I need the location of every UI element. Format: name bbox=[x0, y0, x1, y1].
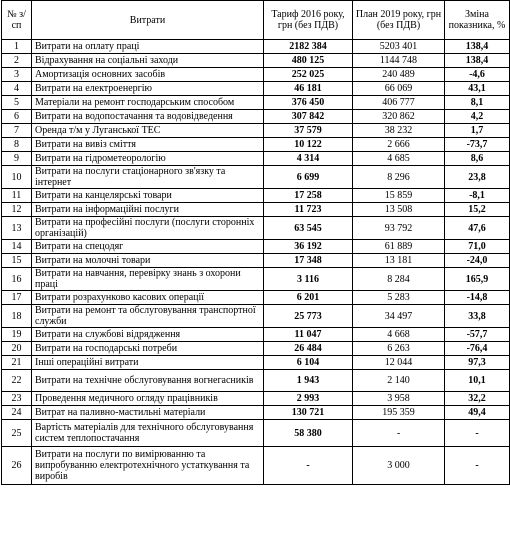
cell-plan: 34 497 bbox=[353, 305, 445, 328]
cell-tariff: 46 181 bbox=[264, 82, 353, 96]
cell-name: Витрати на інформаційні послуги bbox=[32, 203, 264, 217]
cell-num: 9 bbox=[2, 152, 32, 166]
cell-plan: 5 283 bbox=[353, 291, 445, 305]
cell-change: 15,2 bbox=[445, 203, 510, 217]
cell-plan: 93 792 bbox=[353, 217, 445, 240]
cell-name: Витрати на господарські потреби bbox=[32, 342, 264, 356]
cell-name: Витрати на спецодяг bbox=[32, 240, 264, 254]
cell-plan: 3 958 bbox=[353, 392, 445, 406]
cell-name: Вартість матеріалів для технічного обслуговування систем теплопостачання bbox=[32, 420, 264, 447]
cell-tariff: 376 450 bbox=[264, 96, 353, 110]
cell-num: 11 bbox=[2, 189, 32, 203]
cell-plan: 320 862 bbox=[353, 110, 445, 124]
cell-change: 49,4 bbox=[445, 406, 510, 420]
cell-plan: 8 296 bbox=[353, 166, 445, 189]
table-row bbox=[2, 342, 510, 356]
cell-tariff: 63 545 bbox=[264, 217, 353, 240]
cell-num: 26 bbox=[2, 447, 32, 485]
cell-tariff: 37 579 bbox=[264, 124, 353, 138]
cell-change: 138,4 bbox=[445, 40, 510, 54]
cell-change: -4,6 bbox=[445, 68, 510, 82]
cell-name: Витрати на гідрометеорологію bbox=[32, 152, 264, 166]
table-body bbox=[2, 40, 510, 485]
cell-plan: 8 284 bbox=[353, 268, 445, 291]
cell-num: 5 bbox=[2, 96, 32, 110]
cell-tariff: 307 842 bbox=[264, 110, 353, 124]
cell-tariff: 6 104 bbox=[264, 356, 353, 370]
table-row bbox=[2, 420, 510, 447]
cell-change: -76,4 bbox=[445, 342, 510, 356]
table-row bbox=[2, 203, 510, 217]
cell-name: Інші операційні витрати bbox=[32, 356, 264, 370]
cell-change: -57,7 bbox=[445, 328, 510, 342]
cell-plan: - bbox=[353, 420, 445, 447]
cell-name: Амортизація основних засобів bbox=[32, 68, 264, 82]
cell-change: 23,8 bbox=[445, 166, 510, 189]
cell-num: 1 bbox=[2, 40, 32, 54]
cell-tariff: 3 116 bbox=[264, 268, 353, 291]
cell-change: 47,6 bbox=[445, 217, 510, 240]
cell-num: 17 bbox=[2, 291, 32, 305]
header-row bbox=[2, 1, 510, 40]
cell-change: 4,2 bbox=[445, 110, 510, 124]
header-tariff: Тариф 2016 року, грн (без ПДВ) bbox=[264, 1, 353, 40]
cell-num: 21 bbox=[2, 356, 32, 370]
cell-name: Витрати на молочні товари bbox=[32, 254, 264, 268]
cell-tariff: 130 721 bbox=[264, 406, 353, 420]
cell-tariff: 252 025 bbox=[264, 68, 353, 82]
cell-change: -73,7 bbox=[445, 138, 510, 152]
cell-num: 16 bbox=[2, 268, 32, 291]
cell-name: Витрати на навчання, перевірку знань з охорони праці bbox=[32, 268, 264, 291]
cell-num: 15 bbox=[2, 254, 32, 268]
cell-plan: 2 140 bbox=[353, 370, 445, 392]
cell-name: Відрахування на соціальні заходи bbox=[32, 54, 264, 68]
cell-name: Оренда т/м у Луганської ТЕС bbox=[32, 124, 264, 138]
table-row bbox=[2, 68, 510, 82]
cell-plan: 4 685 bbox=[353, 152, 445, 166]
cell-change: 97,3 bbox=[445, 356, 510, 370]
cell-change: -8,1 bbox=[445, 189, 510, 203]
cell-tariff: 1 943 bbox=[264, 370, 353, 392]
cell-plan: 195 359 bbox=[353, 406, 445, 420]
table-row bbox=[2, 254, 510, 268]
cell-tariff: 6 699 bbox=[264, 166, 353, 189]
cell-tariff: 2 993 bbox=[264, 392, 353, 406]
cell-tariff: 6 201 bbox=[264, 291, 353, 305]
cell-name: Витрати на послуги стаціонарного зв'язку та інтернет bbox=[32, 166, 264, 189]
cell-tariff: 36 192 bbox=[264, 240, 353, 254]
table-row bbox=[2, 370, 510, 392]
cell-change: 1,7 bbox=[445, 124, 510, 138]
cell-name: Витрати на вивіз сміття bbox=[32, 138, 264, 152]
cell-plan: 13 181 bbox=[353, 254, 445, 268]
cell-name: Витрат на паливно-мастильні матеріали bbox=[32, 406, 264, 420]
table-row bbox=[2, 40, 510, 54]
table-row bbox=[2, 240, 510, 254]
table-row bbox=[2, 152, 510, 166]
table-row bbox=[2, 96, 510, 110]
cell-plan: 5203 401 bbox=[353, 40, 445, 54]
cell-plan: 3 000 bbox=[353, 447, 445, 485]
cell-plan: 406 777 bbox=[353, 96, 445, 110]
cell-name: Проведення медичного огляду працівників bbox=[32, 392, 264, 406]
cell-name: Витрати на професійні послуги (послуги сторонніх організацій) bbox=[32, 217, 264, 240]
table-row bbox=[2, 124, 510, 138]
cell-num: 3 bbox=[2, 68, 32, 82]
cell-change: 8,6 bbox=[445, 152, 510, 166]
cell-tariff: 4 314 bbox=[264, 152, 353, 166]
cell-num: 6 bbox=[2, 110, 32, 124]
cell-tariff: 58 380 bbox=[264, 420, 353, 447]
cell-num: 24 bbox=[2, 406, 32, 420]
table-row bbox=[2, 217, 510, 240]
cell-num: 2 bbox=[2, 54, 32, 68]
cell-tariff: 17 348 bbox=[264, 254, 353, 268]
table-row bbox=[2, 291, 510, 305]
cell-change: -14,8 bbox=[445, 291, 510, 305]
cell-num: 19 bbox=[2, 328, 32, 342]
cell-change: 33,8 bbox=[445, 305, 510, 328]
cell-plan: 15 859 bbox=[353, 189, 445, 203]
cell-plan: 12 044 bbox=[353, 356, 445, 370]
cell-num: 4 bbox=[2, 82, 32, 96]
cell-tariff: 25 773 bbox=[264, 305, 353, 328]
cell-num: 22 bbox=[2, 370, 32, 392]
cell-tariff: 11 047 bbox=[264, 328, 353, 342]
cell-tariff: - bbox=[264, 447, 353, 485]
cell-name: Витрати на електроенергію bbox=[32, 82, 264, 96]
table-row bbox=[2, 406, 510, 420]
table-row bbox=[2, 54, 510, 68]
cell-tariff: 11 723 bbox=[264, 203, 353, 217]
table-row bbox=[2, 166, 510, 189]
cell-num: 20 bbox=[2, 342, 32, 356]
cell-name: Витрати на оплату праці bbox=[32, 40, 264, 54]
cell-plan: 6 263 bbox=[353, 342, 445, 356]
table-row bbox=[2, 138, 510, 152]
cell-name: Витрати на ремонт та обслуговування транспортної служби bbox=[32, 305, 264, 328]
table-row bbox=[2, 305, 510, 328]
header-plan: План 2019 року, грн (без ПДВ) bbox=[353, 1, 445, 40]
table-row bbox=[2, 447, 510, 485]
cell-plan: 13 508 bbox=[353, 203, 445, 217]
table-row bbox=[2, 82, 510, 96]
cell-num: 13 bbox=[2, 217, 32, 240]
cell-name: Витрати на службові відрядження bbox=[32, 328, 264, 342]
cell-change: 165,9 bbox=[445, 268, 510, 291]
cell-change: 138,4 bbox=[445, 54, 510, 68]
cell-tariff: 2182 384 bbox=[264, 40, 353, 54]
cell-num: 18 bbox=[2, 305, 32, 328]
cell-change: 43,1 bbox=[445, 82, 510, 96]
cell-change: -24,0 bbox=[445, 254, 510, 268]
cell-tariff: 480 125 bbox=[264, 54, 353, 68]
cell-tariff: 26 484 bbox=[264, 342, 353, 356]
cell-name: Витрати розрахунково касових операції bbox=[32, 291, 264, 305]
cell-change: - bbox=[445, 447, 510, 485]
cell-num: 14 bbox=[2, 240, 32, 254]
cell-change: - bbox=[445, 420, 510, 447]
table-row bbox=[2, 392, 510, 406]
expenses-table bbox=[1, 0, 510, 485]
cell-name: Витрати на водопостачання та водовідведення bbox=[32, 110, 264, 124]
header-num: № з/сп bbox=[2, 1, 32, 40]
cell-num: 12 bbox=[2, 203, 32, 217]
header-name: Витрати bbox=[32, 1, 264, 40]
cell-num: 23 bbox=[2, 392, 32, 406]
cell-plan: 2 666 bbox=[353, 138, 445, 152]
cell-tariff: 17 258 bbox=[264, 189, 353, 203]
cell-num: 10 bbox=[2, 166, 32, 189]
table-row bbox=[2, 328, 510, 342]
cell-plan: 4 668 bbox=[353, 328, 445, 342]
cell-plan: 61 889 bbox=[353, 240, 445, 254]
table-row bbox=[2, 189, 510, 203]
cell-plan: 38 232 bbox=[353, 124, 445, 138]
table-row bbox=[2, 356, 510, 370]
cell-change: 10,1 bbox=[445, 370, 510, 392]
cell-change: 32,2 bbox=[445, 392, 510, 406]
cell-name: Витрати на технічне обслуговування вогнегасників bbox=[32, 370, 264, 392]
cell-name: Витрати на канцелярські товари bbox=[32, 189, 264, 203]
cell-name: Витрати на послуги по вимірюванню та випробуванню електротехнічного устаткування та виробів bbox=[32, 447, 264, 485]
cell-change: 71,0 bbox=[445, 240, 510, 254]
cell-tariff: 10 122 bbox=[264, 138, 353, 152]
cell-plan: 240 489 bbox=[353, 68, 445, 82]
cell-num: 8 bbox=[2, 138, 32, 152]
cell-plan: 1144 748 bbox=[353, 54, 445, 68]
header-change: Зміна показника, % bbox=[445, 1, 510, 40]
cell-num: 7 bbox=[2, 124, 32, 138]
cell-plan: 66 069 bbox=[353, 82, 445, 96]
table-row bbox=[2, 268, 510, 291]
cell-num: 25 bbox=[2, 420, 32, 447]
cell-name: Матеріали на ремонт господарським способом bbox=[32, 96, 264, 110]
table-row bbox=[2, 110, 510, 124]
cell-change: 8,1 bbox=[445, 96, 510, 110]
